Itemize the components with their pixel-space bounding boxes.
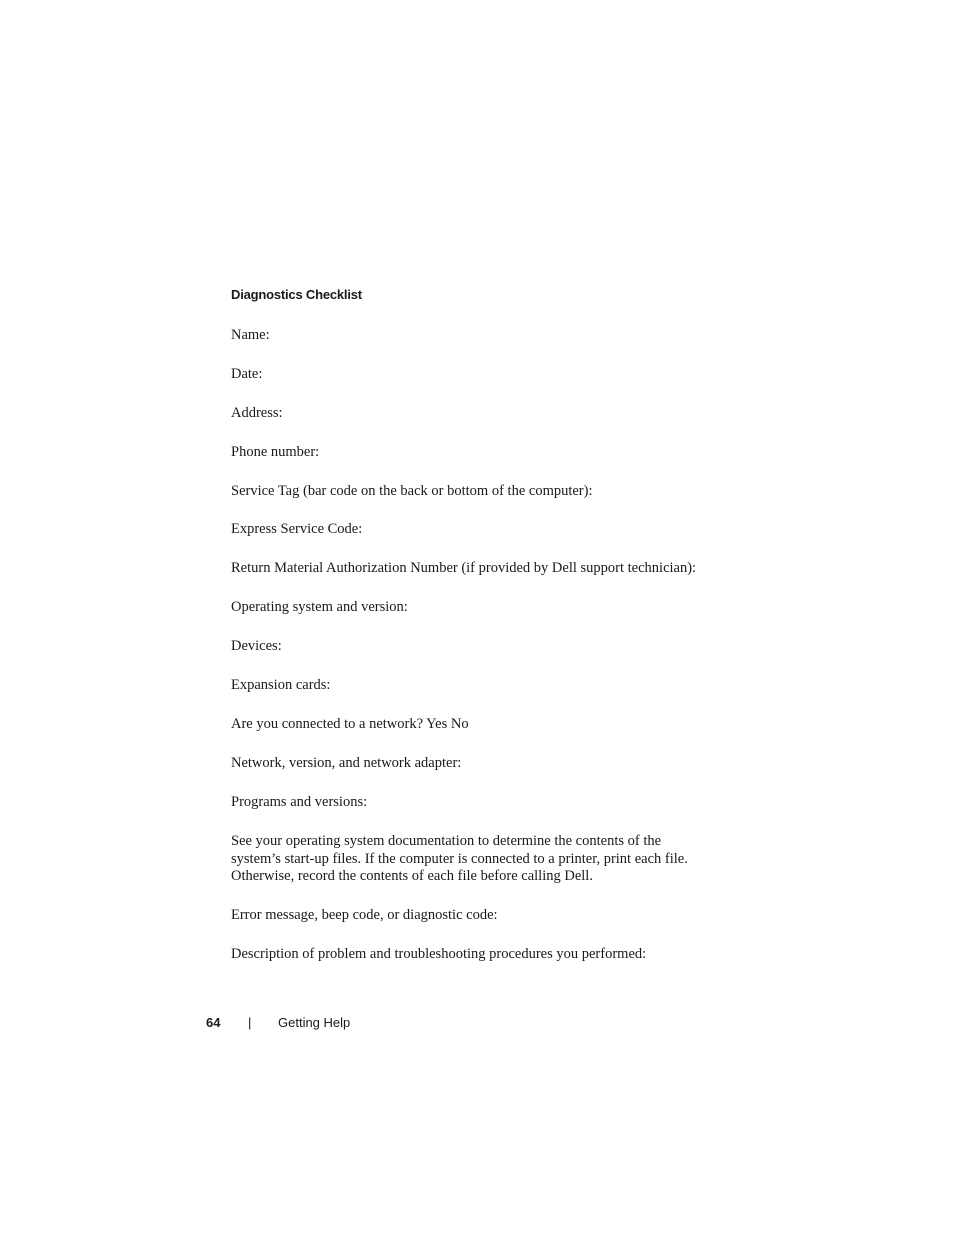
field-expansion-label: Expansion cards: xyxy=(231,677,331,693)
field-description-label: Description of problem and troubleshooting procedures you performed: xyxy=(231,946,647,962)
page-title: Diagnostics Checklist xyxy=(231,287,362,302)
field-error-label: Error message, beep code, or diagnostic code: xyxy=(231,907,498,923)
field-devices-label: Devices: xyxy=(231,638,282,654)
field-phone-label: Phone number: xyxy=(231,444,320,460)
field-network-question: Are you connected to a network? Yes No xyxy=(231,716,469,732)
field-service-tag-label: Service Tag (bar code on the back or bottom of the computer): xyxy=(231,483,593,499)
note-line: See your operating system documentation to determine the contents of the xyxy=(231,833,662,849)
field-network-info-label: Network, version, and network adapter: xyxy=(231,755,462,771)
startup-files-note xyxy=(231,833,711,886)
footer-separator: | xyxy=(248,1015,252,1030)
note-line: system’s start-up files. If the computer is connected to a printer, print each file. xyxy=(231,850,688,867)
note-line: Otherwise, record the contents of each file before calling Dell. xyxy=(231,868,593,884)
footer-section-title: Getting Help xyxy=(278,1015,351,1030)
field-address-label: Address: xyxy=(231,405,283,421)
page-number: 64 xyxy=(206,1015,221,1030)
field-express-code-label: Express Service Code: xyxy=(231,521,363,537)
field-os-label: Operating system and version: xyxy=(231,599,408,615)
field-date-label: Date: xyxy=(231,366,263,382)
field-rma-label: Return Material Authorization Number (if provided by Dell support technician): xyxy=(231,560,697,576)
field-programs-label: Programs and versions: xyxy=(231,794,368,810)
field-name-label: Name: xyxy=(231,327,270,343)
